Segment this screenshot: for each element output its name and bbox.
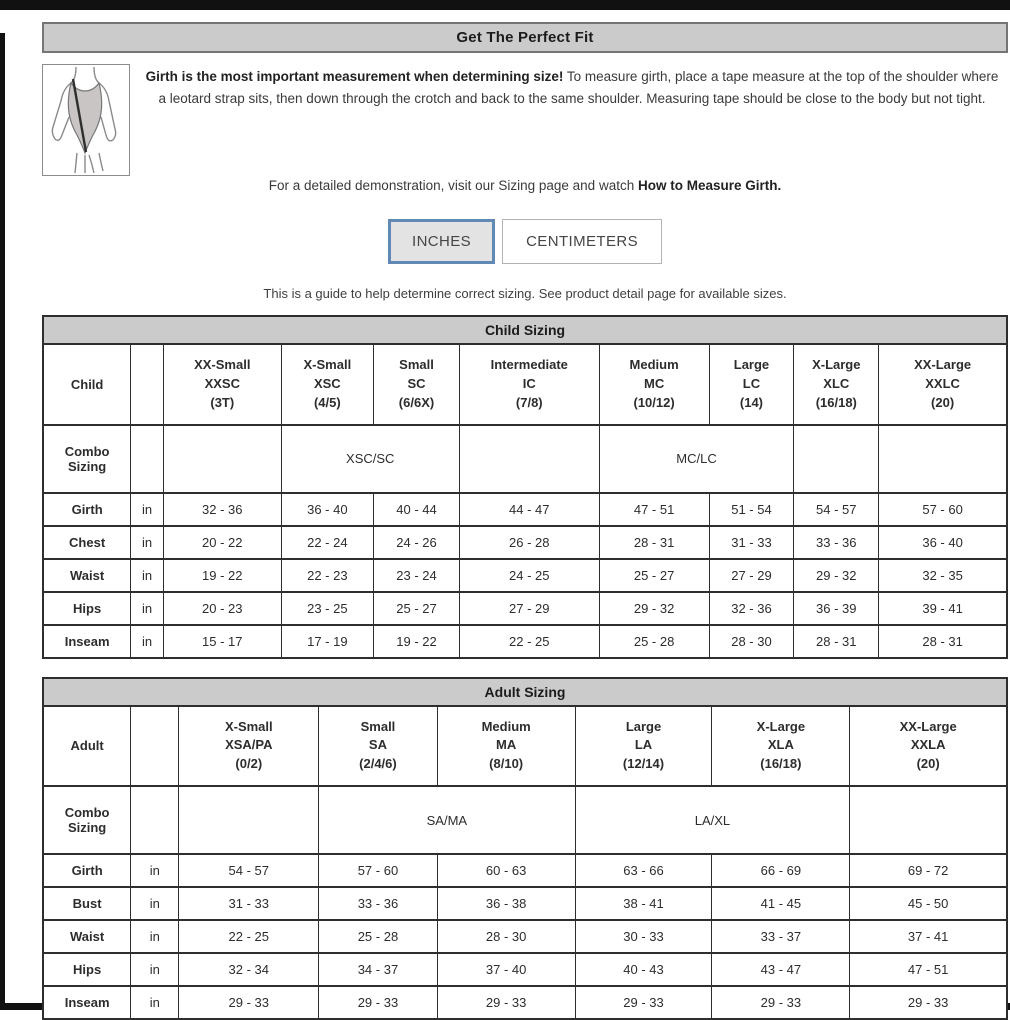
size-value-cell: 30 - 33 bbox=[575, 920, 712, 953]
size-column-sizes: (16/18) bbox=[760, 756, 802, 772]
size-value-cell: 32 - 34 bbox=[179, 953, 319, 986]
size-column-name: XX-Large bbox=[914, 357, 972, 372]
size-value-cell: 41 - 45 bbox=[712, 887, 850, 920]
unit-cell: in bbox=[131, 526, 164, 559]
combo-unit-cell bbox=[131, 786, 179, 854]
size-value-cell: 25 - 28 bbox=[319, 920, 438, 953]
size-value-cell: 27 - 29 bbox=[709, 559, 794, 592]
size-column-header bbox=[709, 344, 794, 425]
size-value-cell: 28 - 31 bbox=[794, 625, 879, 658]
size-value-cell: 25 - 27 bbox=[374, 592, 460, 625]
measurement-row-label: Inseam bbox=[43, 625, 131, 658]
size-column-code: SA bbox=[368, 737, 387, 753]
size-value-cell: 23 - 24 bbox=[374, 559, 460, 592]
size-column-name: Large bbox=[625, 718, 662, 734]
size-value-cell: 29 - 33 bbox=[319, 986, 438, 1019]
table-corner-label: Adult bbox=[43, 706, 131, 787]
unit-cell: in bbox=[131, 986, 179, 1019]
size-column-code: XLC bbox=[823, 375, 850, 391]
size-value-cell: 26 - 28 bbox=[459, 526, 599, 559]
combo-row-label: Combo Sizing bbox=[43, 425, 131, 493]
size-value-cell: 36 - 40 bbox=[879, 526, 1007, 559]
size-column-sizes: (12/14) bbox=[622, 756, 665, 772]
size-value-cell: 29 - 32 bbox=[599, 592, 709, 625]
size-value-cell: 47 - 51 bbox=[850, 953, 1007, 986]
size-column-name: Medium bbox=[629, 357, 679, 372]
table-title: Adult Sizing bbox=[43, 678, 1007, 706]
size-value-cell: 29 - 33 bbox=[712, 986, 850, 1019]
size-column-sizes: (8/10) bbox=[489, 756, 524, 772]
size-value-cell: 63 - 66 bbox=[575, 854, 712, 887]
size-column-header bbox=[437, 706, 575, 787]
fit-header-title: Get The Perfect Fit bbox=[42, 22, 1008, 53]
size-value-cell: 47 - 51 bbox=[599, 493, 709, 526]
leotard-figure-icon bbox=[43, 65, 127, 173]
size-table bbox=[42, 677, 1008, 1020]
size-column-sizes: (0/2) bbox=[235, 756, 263, 772]
size-value-cell: 31 - 33 bbox=[179, 887, 319, 920]
size-column-code: XLA bbox=[767, 737, 794, 753]
combo-row-label: Combo Sizing bbox=[43, 786, 131, 854]
size-column-header bbox=[599, 344, 709, 425]
size-value-cell: 33 - 36 bbox=[319, 887, 438, 920]
size-column-header bbox=[163, 344, 281, 425]
size-value-cell: 28 - 31 bbox=[599, 526, 709, 559]
size-value-cell: 24 - 26 bbox=[374, 526, 460, 559]
size-value-cell: 29 - 32 bbox=[794, 559, 879, 592]
girth-instructions-bold: Girth is the most important measurement when determining size! bbox=[145, 69, 564, 84]
unit-cell: in bbox=[131, 625, 164, 658]
size-value-cell: 29 - 33 bbox=[850, 986, 1007, 1019]
size-column-sizes: (7/8) bbox=[515, 394, 543, 410]
combo-empty-cell bbox=[850, 786, 1007, 854]
inches-button[interactable]: INCHES bbox=[388, 219, 495, 264]
size-column-header bbox=[281, 344, 374, 425]
size-value-cell: 40 - 43 bbox=[575, 953, 712, 986]
size-value-cell: 51 - 54 bbox=[709, 493, 794, 526]
size-column-code: MA bbox=[496, 737, 517, 753]
combo-empty-cell bbox=[179, 786, 319, 854]
size-column-header bbox=[459, 344, 599, 425]
size-value-cell: 60 - 63 bbox=[437, 854, 575, 887]
size-column-code: LC bbox=[742, 375, 761, 391]
unit-cell: in bbox=[131, 493, 164, 526]
size-value-cell: 36 - 38 bbox=[437, 887, 575, 920]
size-column-code: SC bbox=[407, 375, 426, 391]
size-column-sizes: (4/5) bbox=[313, 394, 341, 410]
measurement-row-label: Waist bbox=[43, 559, 131, 592]
size-value-cell: 54 - 57 bbox=[794, 493, 879, 526]
size-value-cell: 36 - 39 bbox=[794, 592, 879, 625]
size-value-cell: 15 - 17 bbox=[163, 625, 281, 658]
size-column-sizes: (2/4/6) bbox=[359, 756, 397, 772]
size-column-header bbox=[879, 344, 1007, 425]
unit-cell: in bbox=[131, 920, 179, 953]
size-column-header bbox=[179, 706, 319, 787]
intro-section bbox=[42, 64, 1008, 176]
size-column-code: XSC bbox=[313, 375, 341, 391]
size-column-code: MC bbox=[643, 375, 665, 391]
size-value-cell: 24 - 25 bbox=[459, 559, 599, 592]
measurement-row-label: Girth bbox=[43, 854, 131, 887]
size-value-cell: 29 - 33 bbox=[179, 986, 319, 1019]
combo-cell: SA/MA bbox=[319, 786, 575, 854]
unit-cell: in bbox=[131, 887, 179, 920]
girth-measurement-illustration bbox=[42, 64, 130, 176]
size-column-name: X-Small bbox=[224, 718, 273, 734]
size-column-name: XX-Small bbox=[194, 357, 251, 372]
combo-cell: LA/XL bbox=[575, 786, 850, 854]
size-column-sizes: (14) bbox=[739, 394, 764, 410]
size-value-cell: 22 - 24 bbox=[281, 526, 374, 559]
size-value-cell: 36 - 40 bbox=[281, 493, 374, 526]
size-column-name: XX-Large bbox=[899, 718, 957, 734]
sizing-guide-note: This is a guide to help determine correct sizing. See product detail page for available sizes. bbox=[263, 286, 787, 301]
unit-cell: in bbox=[131, 854, 179, 887]
size-value-cell: 33 - 36 bbox=[794, 526, 879, 559]
girth-instructions-paragraph bbox=[130, 64, 1008, 176]
combo-empty-cell bbox=[794, 425, 879, 493]
combo-empty-cell bbox=[879, 425, 1007, 493]
size-value-cell: 40 - 44 bbox=[374, 493, 460, 526]
screen-edge-top bbox=[0, 0, 1010, 10]
size-value-cell: 25 - 27 bbox=[599, 559, 709, 592]
size-column-header bbox=[712, 706, 850, 787]
size-column-name: Small bbox=[399, 357, 434, 372]
unit-cell: in bbox=[131, 953, 179, 986]
size-value-cell: 45 - 50 bbox=[850, 887, 1007, 920]
size-value-cell: 33 - 37 bbox=[712, 920, 850, 953]
measurement-row-label: Hips bbox=[43, 953, 131, 986]
size-column-code: XXSC bbox=[204, 375, 240, 391]
size-value-cell: 28 - 30 bbox=[709, 625, 794, 658]
size-column-code: XXLC bbox=[925, 375, 960, 391]
girth-instructions-rest: To measure girth, place a tape measure at the top of the shoulder where a leotard strap sits, then down through the crotch and back to the same shoulder. Measuring tape should be close to the body but not tight. bbox=[158, 69, 999, 106]
size-value-cell: 34 - 37 bbox=[319, 953, 438, 986]
size-column-sizes: (3T) bbox=[210, 394, 235, 410]
size-column-header bbox=[374, 344, 460, 425]
size-value-cell: 31 - 33 bbox=[709, 526, 794, 559]
size-value-cell: 19 - 22 bbox=[163, 559, 281, 592]
size-value-cell: 69 - 72 bbox=[850, 854, 1007, 887]
size-column-sizes: (10/12) bbox=[633, 394, 675, 410]
size-value-cell: 39 - 41 bbox=[879, 592, 1007, 625]
size-table bbox=[42, 315, 1008, 659]
size-column-header bbox=[575, 706, 712, 787]
size-column-name: X-Large bbox=[756, 718, 806, 734]
size-value-cell: 22 - 25 bbox=[459, 625, 599, 658]
size-value-cell: 17 - 19 bbox=[281, 625, 374, 658]
size-value-cell: 38 - 41 bbox=[575, 887, 712, 920]
demo-line-text: For a detailed demonstration, visit our Sizing page and watch bbox=[268, 178, 638, 193]
size-value-cell: 20 - 23 bbox=[163, 592, 281, 625]
sizing-page bbox=[42, 22, 1008, 1020]
child-sizing-table bbox=[42, 315, 1008, 659]
size-value-cell: 66 - 69 bbox=[712, 854, 850, 887]
measurement-row-label: Waist bbox=[43, 920, 131, 953]
screen-edge-left bbox=[0, 33, 5, 1010]
size-column-name: Large bbox=[733, 357, 770, 372]
measurement-row-label: Chest bbox=[43, 526, 131, 559]
measurement-row-label: Bust bbox=[43, 887, 131, 920]
centimeters-button[interactable]: CENTIMETERS bbox=[502, 219, 662, 264]
size-column-header bbox=[319, 706, 438, 787]
size-column-header bbox=[794, 344, 879, 425]
size-column-sizes: (20) bbox=[916, 756, 940, 772]
size-value-cell: 44 - 47 bbox=[459, 493, 599, 526]
size-column-sizes: (6/6X) bbox=[398, 394, 435, 410]
size-value-cell: 22 - 23 bbox=[281, 559, 374, 592]
size-column-name: X-Large bbox=[812, 357, 861, 372]
size-column-name: Small bbox=[360, 718, 396, 734]
size-column-sizes: (16/18) bbox=[815, 394, 857, 410]
combo-cell: XSC/SC bbox=[281, 425, 459, 493]
size-column-name: Medium bbox=[481, 718, 531, 734]
size-value-cell: 32 - 35 bbox=[879, 559, 1007, 592]
size-value-cell: 28 - 30 bbox=[437, 920, 575, 953]
unit-header-cell bbox=[131, 706, 179, 787]
size-column-code: LA bbox=[634, 737, 653, 753]
adult-sizing-table bbox=[42, 677, 1008, 1020]
combo-unit-cell bbox=[131, 425, 164, 493]
size-column-code: IC bbox=[522, 375, 536, 391]
size-value-cell: 27 - 29 bbox=[459, 592, 599, 625]
size-value-cell: 29 - 33 bbox=[437, 986, 575, 1019]
measurement-row-label: Inseam bbox=[43, 986, 131, 1019]
unit-toggle-group bbox=[42, 219, 1008, 264]
size-column-code: XXLA bbox=[910, 737, 946, 753]
unit-cell: in bbox=[131, 592, 164, 625]
size-value-cell: 20 - 22 bbox=[163, 526, 281, 559]
combo-empty-cell bbox=[459, 425, 599, 493]
unit-header-cell bbox=[131, 344, 164, 425]
measurement-row-label: Girth bbox=[43, 493, 131, 526]
size-value-cell: 32 - 36 bbox=[163, 493, 281, 526]
combo-empty-cell bbox=[163, 425, 281, 493]
size-value-cell: 23 - 25 bbox=[281, 592, 374, 625]
demo-line bbox=[42, 178, 1008, 193]
size-column-name: X-Small bbox=[303, 357, 352, 372]
size-column-sizes: (20) bbox=[931, 394, 955, 410]
size-value-cell: 54 - 57 bbox=[179, 854, 319, 887]
demo-line-bold: How to Measure Girth. bbox=[637, 178, 782, 193]
unit-cell: in bbox=[131, 559, 164, 592]
size-value-cell: 43 - 47 bbox=[712, 953, 850, 986]
size-value-cell: 32 - 36 bbox=[709, 592, 794, 625]
size-value-cell: 25 - 28 bbox=[599, 625, 709, 658]
size-value-cell: 19 - 22 bbox=[374, 625, 460, 658]
size-column-name: Intermediate bbox=[490, 357, 568, 372]
size-column-code: XSA/PA bbox=[225, 737, 273, 753]
size-value-cell: 37 - 41 bbox=[850, 920, 1007, 953]
size-value-cell: 57 - 60 bbox=[319, 854, 438, 887]
measurement-row-label: Hips bbox=[43, 592, 131, 625]
size-value-cell: 22 - 25 bbox=[179, 920, 319, 953]
table-title: Child Sizing bbox=[43, 316, 1007, 344]
size-value-cell: 28 - 31 bbox=[879, 625, 1007, 658]
size-value-cell: 29 - 33 bbox=[575, 986, 712, 1019]
table-corner-label: Child bbox=[43, 344, 131, 425]
combo-cell: MC/LC bbox=[599, 425, 794, 493]
size-value-cell: 57 - 60 bbox=[879, 493, 1007, 526]
size-value-cell: 37 - 40 bbox=[437, 953, 575, 986]
size-column-header bbox=[850, 706, 1007, 787]
